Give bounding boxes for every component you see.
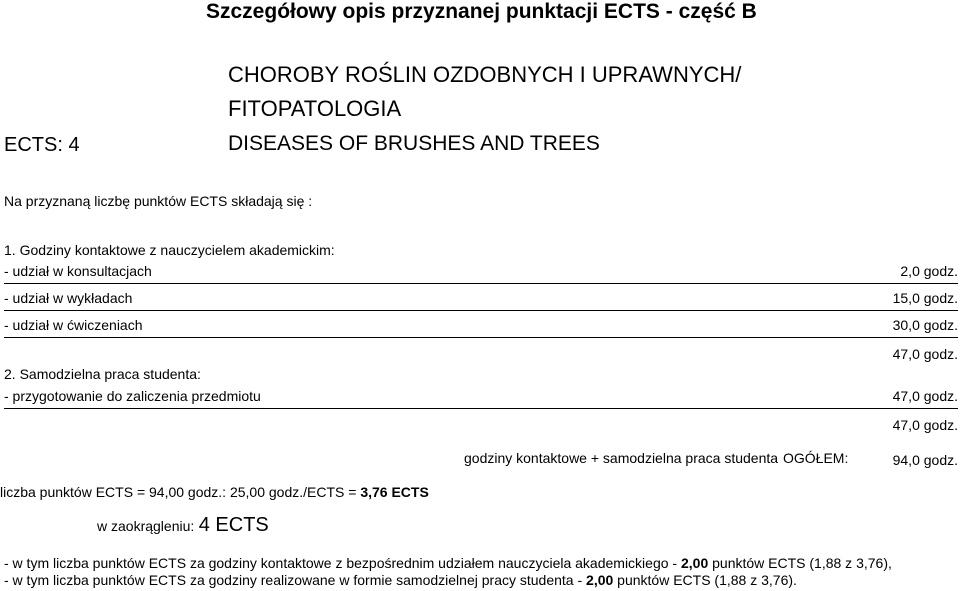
rounding-line (97, 514, 269, 537)
calc-prefix: liczba punktów ECTS = 94,00 godz.: 25,00 godz./ECTS = (0, 484, 361, 500)
total-value: 94,0 godz. (892, 452, 958, 468)
list-item (4, 259, 958, 284)
note-text: - w tym liczba punktów ECTS za godziny kontaktowe z bezpośrednim udziałem nauczyciela akademickiego - (4, 555, 681, 571)
total-label: godziny kontaktowe + samodzielna praca studenta (464, 450, 779, 466)
ects-calculation (0, 484, 429, 500)
list-item (4, 384, 958, 409)
section2-subtotal: 47,0 godz. (892, 417, 958, 433)
item-label: - udział w ćwiczeniach (4, 317, 143, 333)
rounding-label: w zaokrągleniu: (97, 518, 195, 534)
section2-heading: 2. Samodzielna praca studenta: (4, 366, 201, 382)
item-value: 2,0 godz. (900, 263, 958, 279)
note-points: 2,00 (680, 555, 709, 571)
total-overall-label: OGÓŁEM: (783, 450, 849, 466)
item-value: 15,0 godz. (892, 290, 958, 306)
section1-subtotal: 47,0 godz. (892, 346, 958, 362)
item-value: 47,0 godz. (892, 388, 958, 404)
note-text: punktów ECTS (1,88 z 3,76), (708, 555, 892, 571)
note-points: 2,00 (586, 572, 614, 588)
rounding-value: 4 ECTS (198, 514, 269, 536)
item-label: - udział w konsultacjach (4, 263, 152, 279)
intro-text: Na przyznaną liczbę punktów ECTS składają się : (4, 193, 313, 209)
note-contact-hours (4, 555, 892, 571)
item-value: 30,0 godz. (892, 317, 958, 333)
list-item (4, 286, 958, 311)
calc-result: 3,76 ECTS (360, 484, 429, 500)
course-title-english: DISEASES OF BRUSHES AND TREES (228, 132, 600, 155)
item-label: - przygotowanie do zaliczenia przedmiotu (4, 388, 261, 404)
section1-heading: 1. Godziny kontaktowe z nauczycielem akademickim: (4, 242, 335, 258)
course-title-line1: CHOROBY ROŚLIN OZDOBNYCH I UPRAWNYCH/ (228, 62, 742, 87)
note-self-study (4, 572, 797, 588)
ects-points-label: ECTS: 4 (4, 134, 80, 156)
item-label: - udział w wykładach (4, 290, 133, 306)
note-text: - w tym liczba punktów ECTS za godziny realizowane w formie samodzielnej pracy studenta - (4, 572, 587, 588)
course-title-line2: FITOPATOLOGIA (228, 96, 402, 121)
note-text: punktów ECTS (1,88 z 3,76). (613, 572, 797, 588)
page-title: Szczegółowy opis przyznanej punktacji ECTS - część B (206, 0, 757, 23)
list-item (4, 313, 958, 338)
